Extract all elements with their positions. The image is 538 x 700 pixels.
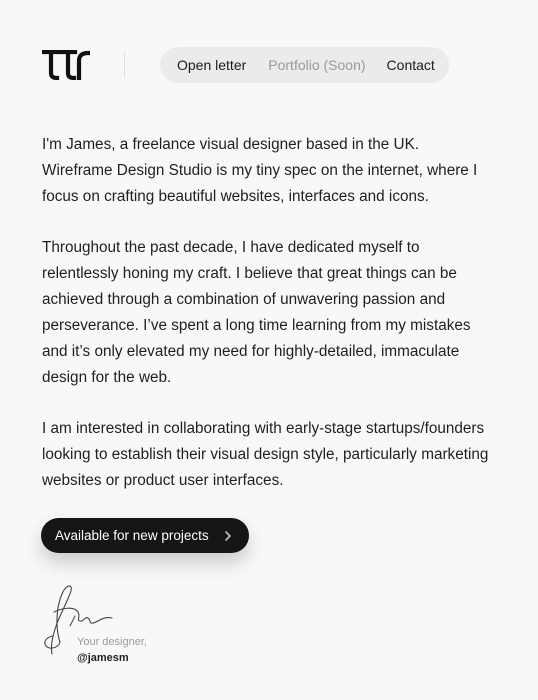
nav-item-portfolio: Portfolio (Soon): [268, 57, 366, 73]
open-letter-content: [42, 132, 492, 519]
signoff-handle: @jamesm: [77, 652, 129, 664]
signoff-caption: Your designer,: [77, 636, 147, 648]
wireframe-logo-icon[interactable]: [42, 50, 90, 80]
chevron-right-icon: [221, 529, 235, 543]
header-divider: [124, 52, 125, 78]
experience-paragraph: Throughout the past decade, I have dedicated myself to relentlessly honing my craft. I believe that great things can be achieved through a combination of unwavering passion and perseverance. I’ve spent a long time learning from my mistakes and it’s only elevated my need for highly-detailed, immaculate design for the web.: [42, 239, 471, 386]
top-navigation: [160, 47, 449, 83]
nav-item-open-letter[interactable]: Open letter: [177, 57, 247, 73]
nav-item-contact[interactable]: Contact: [386, 57, 435, 73]
intro-paragraph: I'm James, a freelance visual designer based in the UK. Wireframe Design Studio is my tiny spec on the internet, where I focus on crafting beautiful websites, interfaces and icons.: [42, 136, 478, 205]
collaboration-paragraph: I am interested in collaborating with early-stage startups/founders looking to establish their visual design style, particularly marketing websites or product user interfaces.: [42, 420, 489, 489]
cta-label: Available for new projects: [55, 528, 209, 543]
available-for-projects-button[interactable]: [41, 518, 249, 553]
